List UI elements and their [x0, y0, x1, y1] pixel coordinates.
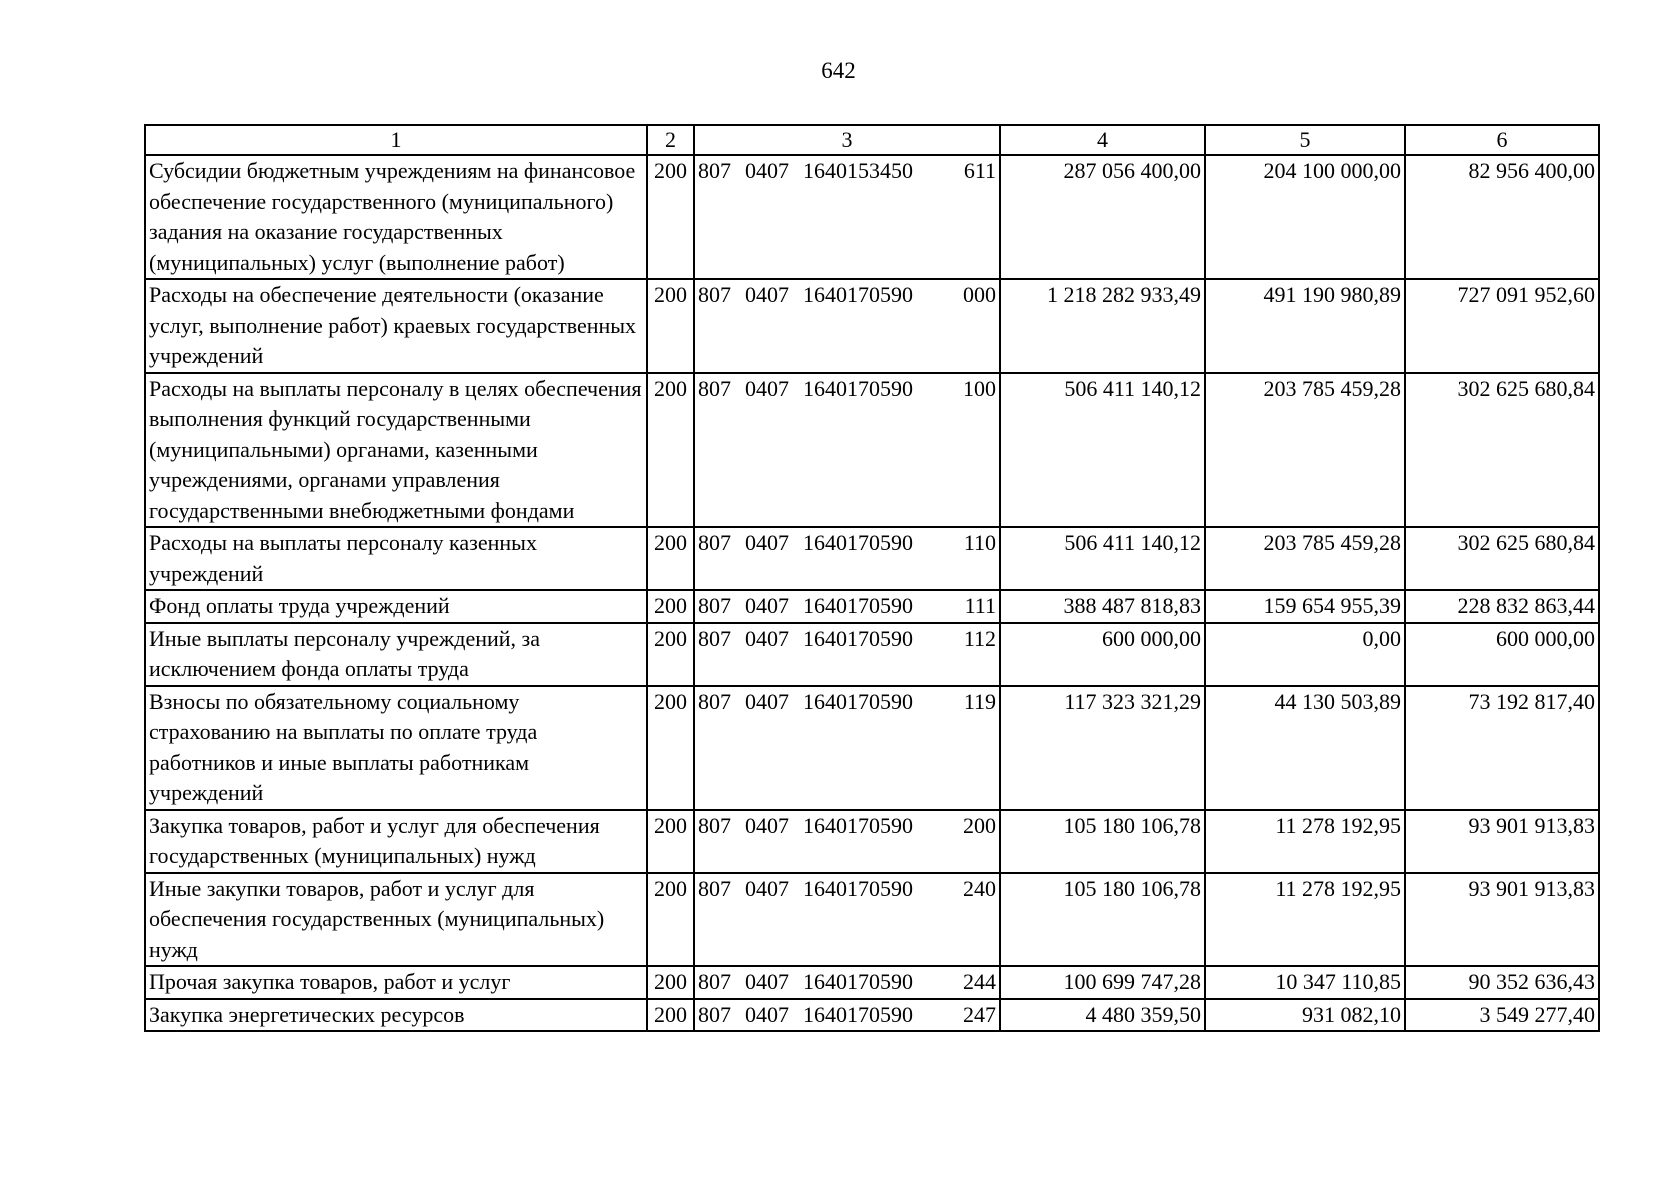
section-code: 0407: [745, 375, 789, 401]
row-amount-col4: 105 180 106,78: [1000, 810, 1205, 873]
row-budget-code: [694, 623, 1000, 686]
row-amount-col6: 727 091 952,60: [1405, 279, 1599, 373]
target-code: 1640170590: [803, 375, 913, 401]
row-amount-col5: 203 785 459,28: [1205, 373, 1405, 528]
row-amount-col6: 82 956 400,00: [1405, 155, 1599, 279]
row-budget-code: [694, 527, 1000, 590]
table-row: [145, 999, 1599, 1032]
table-row: [145, 527, 1599, 590]
row-code-col2: 200: [647, 999, 694, 1032]
ministry-code: 807: [698, 688, 731, 714]
budget-code-group: [698, 811, 996, 842]
section-code: 0407: [745, 625, 789, 651]
row-amount-col5: 931 082,10: [1205, 999, 1405, 1032]
row-amount-col4: 506 411 140,12: [1000, 527, 1205, 590]
budget-code-group: [698, 280, 996, 311]
row-code-col2: 200: [647, 590, 694, 623]
column-header-4: 4: [1000, 125, 1205, 155]
target-code: 1640170590: [803, 812, 913, 838]
row-budget-code: [694, 999, 1000, 1032]
page-number: 642: [821, 58, 856, 83]
section-code: 0407: [745, 688, 789, 714]
table-row: [145, 686, 1599, 810]
row-name: Закупка энергетических ресурсов: [145, 999, 647, 1032]
row-code-col2: 200: [647, 686, 694, 810]
row-name: Взносы по обязательному социальному страхованию на выплаты по оплате труда работников и иные выплаты работникам учреждений: [145, 686, 647, 810]
section-code: 0407: [745, 812, 789, 838]
table-header-row: [145, 125, 1599, 155]
row-amount-col6: 600 000,00: [1405, 623, 1599, 686]
column-header-5: 5: [1205, 125, 1405, 155]
expense-type-code: 247: [963, 1001, 996, 1027]
row-amount-col5: 10 347 110,85: [1205, 966, 1405, 999]
target-code: 1640170590: [803, 875, 913, 901]
section-code: 0407: [745, 282, 789, 307]
budget-table: [144, 124, 1600, 1032]
row-amount-col5: 491 190 980,89: [1205, 279, 1405, 373]
row-amount-col6: 302 625 680,84: [1405, 373, 1599, 528]
target-code: 1640170590: [803, 625, 913, 651]
budget-code-group: [698, 1000, 996, 1031]
ministry-code: 807: [698, 282, 731, 307]
row-amount-col4: 287 056 400,00: [1000, 155, 1205, 279]
row-code-col2: 200: [647, 373, 694, 528]
budget-code-group: [698, 528, 996, 559]
row-amount-col6: 228 832 863,44: [1405, 590, 1599, 623]
ministry-code: 807: [698, 593, 731, 618]
row-name: Расходы на выплаты персоналу казенных учреждений: [145, 527, 647, 590]
row-amount-col6: 93 901 913,83: [1405, 873, 1599, 967]
table-row: [145, 373, 1599, 528]
expense-type-code: 112: [963, 625, 996, 651]
column-header-3: 3: [694, 125, 1000, 155]
row-code-col2: 200: [647, 623, 694, 686]
budget-code-group: [698, 374, 996, 405]
row-amount-col4: 1 218 282 933,49: [1000, 279, 1205, 373]
ministry-code: 807: [698, 158, 731, 183]
target-code: 1640170590: [803, 530, 913, 555]
row-name: Субсидии бюджетным учреждениям на финансовое обеспечение государственного (муниципального) задания на оказание государственных (муниципальных) услуг (выполнение работ): [145, 155, 647, 279]
ministry-code: 807: [698, 530, 731, 555]
row-amount-col6: 73 192 817,40: [1405, 686, 1599, 810]
budget-code-group: [698, 874, 996, 905]
ministry-code: 807: [698, 812, 731, 838]
row-code-col2: 200: [647, 873, 694, 967]
row-code-col2: 200: [647, 279, 694, 373]
row-amount-col4: 100 699 747,28: [1000, 966, 1205, 999]
table-row: [145, 623, 1599, 686]
row-code-col2: 200: [647, 810, 694, 873]
row-budget-code: [694, 279, 1000, 373]
row-name: Расходы на выплаты персоналу в целях обеспечения выполнения функций государственными (муниципальными) органами, казенными учреждениями, органами управления государственными внебюджетными фондами: [145, 373, 647, 528]
row-code-col2: 200: [647, 527, 694, 590]
row-code-col2: 200: [647, 966, 694, 999]
expense-type-code: 119: [963, 688, 996, 714]
table-row: [145, 155, 1599, 279]
ministry-code: 807: [698, 1001, 731, 1027]
section-code: 0407: [745, 875, 789, 901]
row-amount-col5: 11 278 192,95: [1205, 873, 1405, 967]
ministry-code: 807: [698, 625, 731, 651]
table-body: [145, 155, 1599, 1031]
row-budget-code: [694, 873, 1000, 967]
row-amount-col5: 0,00: [1205, 623, 1405, 686]
row-budget-code: [694, 966, 1000, 999]
section-code: 0407: [745, 593, 789, 618]
row-name: Закупка товаров, работ и услуг для обеспечения государственных (муниципальных) нужд: [145, 810, 647, 873]
row-budget-code: [694, 155, 1000, 279]
expense-type-code: 111: [964, 593, 996, 618]
target-code: 1640170590: [803, 969, 913, 994]
row-name: Иные выплаты персоналу учреждений, за исключением фонда оплаты труда: [145, 623, 647, 686]
expense-type-code: 244: [963, 969, 996, 994]
column-header-6: 6: [1405, 125, 1599, 155]
row-amount-col4: 4 480 359,50: [1000, 999, 1205, 1032]
expense-type-code: 240: [963, 875, 996, 901]
row-amount-col6: 302 625 680,84: [1405, 527, 1599, 590]
table-row: [145, 279, 1599, 373]
expense-type-code: 100: [963, 375, 996, 401]
row-name: Иные закупки товаров, работ и услуг для обеспечения государственных (муниципальных) нужд: [145, 873, 647, 967]
expense-type-code: 611: [963, 158, 996, 183]
section-code: 0407: [745, 1001, 789, 1027]
row-name: Расходы на обеспечение деятельности (оказание услуг, выполнение работ) краевых государственных учреждений: [145, 279, 647, 373]
row-amount-col6: 3 549 277,40: [1405, 999, 1599, 1032]
target-code: 1640170590: [803, 593, 913, 618]
budget-code-group: [698, 687, 996, 718]
section-code: 0407: [745, 158, 789, 183]
target-code: 1640170590: [803, 282, 913, 307]
budget-code-group: [698, 591, 996, 622]
row-amount-col6: 93 901 913,83: [1405, 810, 1599, 873]
row-amount-col4: 600 000,00: [1000, 623, 1205, 686]
budget-code-group: [698, 967, 996, 998]
row-amount-col4: 105 180 106,78: [1000, 873, 1205, 967]
expense-type-code: 200: [963, 812, 996, 838]
ministry-code: 807: [698, 375, 731, 401]
row-name: Прочая закупка товаров, работ и услуг: [145, 966, 647, 999]
table-row: [145, 873, 1599, 967]
section-code: 0407: [745, 969, 789, 994]
budget-code-group: [698, 156, 996, 187]
budget-code-group: [698, 624, 996, 655]
table-row: [145, 590, 1599, 623]
row-amount-col4: 506 411 140,12: [1000, 373, 1205, 528]
ministry-code: 807: [698, 969, 731, 994]
row-amount-col5: 11 278 192,95: [1205, 810, 1405, 873]
target-code: 1640170590: [803, 1001, 913, 1027]
row-amount-col4: 117 323 321,29: [1000, 686, 1205, 810]
ministry-code: 807: [698, 875, 731, 901]
expense-type-code: 000: [963, 282, 996, 307]
row-name: Фонд оплаты труда учреждений: [145, 590, 647, 623]
row-amount-col5: 204 100 000,00: [1205, 155, 1405, 279]
section-code: 0407: [745, 530, 789, 555]
expense-type-code: 110: [963, 530, 996, 555]
row-budget-code: [694, 590, 1000, 623]
row-code-col2: 200: [647, 155, 694, 279]
row-amount-col5: 44 130 503,89: [1205, 686, 1405, 810]
row-budget-code: [694, 686, 1000, 810]
column-header-2: 2: [647, 125, 694, 155]
row-budget-code: [694, 373, 1000, 528]
table-row: [145, 966, 1599, 999]
table-row: [145, 810, 1599, 873]
column-header-1: 1: [145, 125, 647, 155]
row-budget-code: [694, 810, 1000, 873]
row-amount-col4: 388 487 818,83: [1000, 590, 1205, 623]
row-amount-col5: 203 785 459,28: [1205, 527, 1405, 590]
target-code: 1640170590: [803, 688, 913, 714]
row-amount-col6: 90 352 636,43: [1405, 966, 1599, 999]
target-code: 1640153450: [803, 158, 913, 183]
row-amount-col5: 159 654 955,39: [1205, 590, 1405, 623]
